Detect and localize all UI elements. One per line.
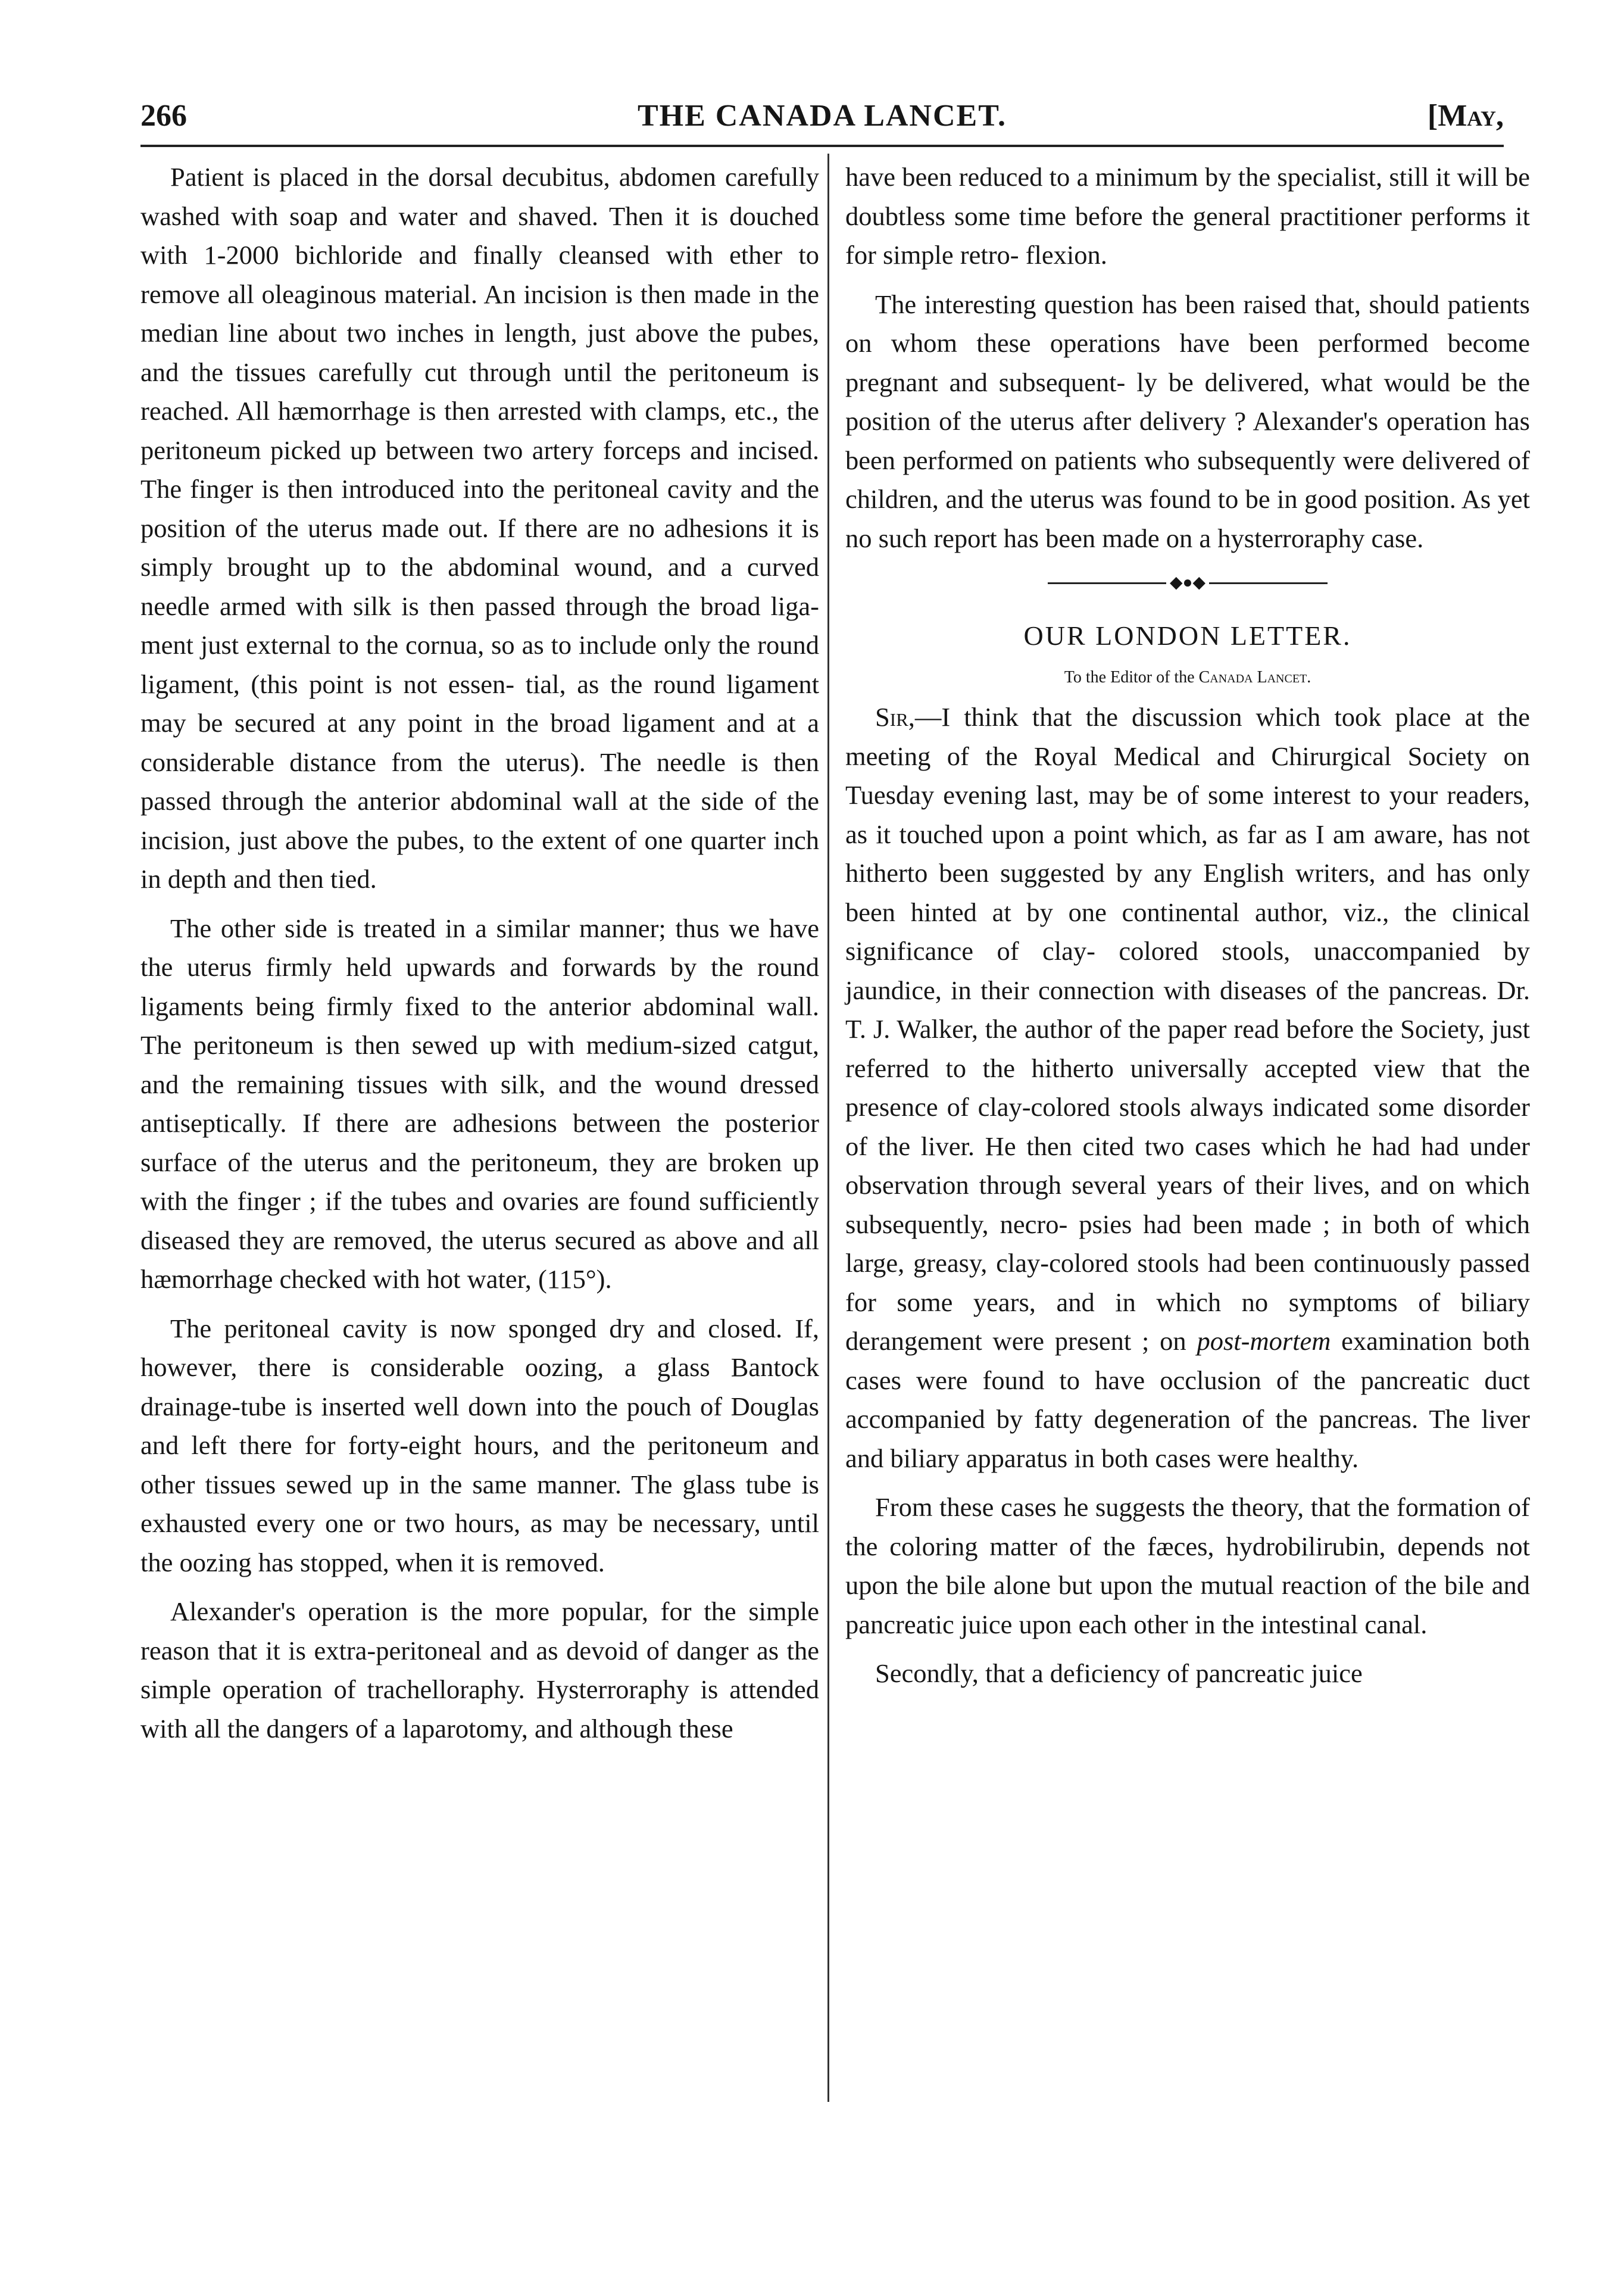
paragraph: The other side is treated in a similar manner; thus we have the uterus firmly held upwards and forwards by the round ligaments being firmly fixed to the anterior abdominal wall. The peritoneum is then sewed up with medium-sized catgut, and the remaining tissues with silk, and the wound dressed antiseptically. If there are adhesions between the posterior surface of the uterus and the peritoneum, they are broken up with the finger ; if the tubes and ovaries are found sufficiently diseased they are removed, the uterus secured as above and all hæmorrhage checked with hot water, (115°).: [140, 913, 819, 1294]
byline-prefix: To the Editor of the: [1064, 668, 1199, 687]
ornament-glyph: ◆●◆: [1166, 573, 1209, 592]
letter-paragraph: [845, 698, 1530, 1478]
paragraph: Patient is placed in the dorsal decubitus, abdomen carefully washed with soap and water and shaved. Then it is douched with 1-2000 bichloride and finally cleansed with ether to remove all oleaginous material. An incision is then made in the median line about two inches in length, just above the pubes, and the tissues carefully cut through until the peritoneum is reached. All hæmorrhage is then arrested with clamps, etc., the peritoneum picked up between two artery forceps and incised. The finger is then introduced into the peritoneal cavity and the position of the uterus made out. If there are no adhesions it is simply brought up to the abdominal wound, and a curved needle armed with silk is then passed through the broad liga- ment just external to the cornua, so as to include only the round ligament, (this point is not essen- tial, as the round ligament may be secured at any point in the broad ligament and at a considerable distance from the uterus). The needle is then passed through the anterior abdominal wall at the side of the incision, just above the pubes, to the extent of one quarter inch in depth and then tied.: [140, 162, 819, 894]
paragraph: Alexander's operation is the more popular, for the simple reason that it is extra-peritoneal and as devoid of danger as the simple operation of trachelloraphy. Hysterroraphy is attended with all the dangers of a laparotomy, and although these: [140, 1596, 819, 1743]
byline: [845, 666, 1530, 690]
byline-suffix: .: [1307, 668, 1311, 687]
paragraph: have been reduced to a minimum by the specialist, still it will be doubtless some time before the general practitioner performs it for simple retro- flexion.: [845, 162, 1530, 270]
paragraph: From these cases he suggests the theory, that the formation of the coloring matter of the fæces, hydrobilirubin, depends not upon the bile alone but upon the mutual reaction of the bile and pancreatic juice upon each other in the intestinal canal.: [845, 1492, 1530, 1639]
byline-journal: Canada Lancet: [1198, 668, 1307, 687]
italic-term: post-mortem: [1197, 1326, 1331, 1356]
issue-month: [May,: [1427, 99, 1504, 133]
paragraph-tail: examination both cases were found to have occlusion of the pancreatic duct accompanied by fatty degeneration of the pancreas. The liver and biliary apparatus in both cases were healthy.: [845, 1326, 1531, 1473]
salutation: Sir,: [875, 702, 915, 732]
section-ornament: [1048, 571, 1328, 595]
page-number: 266: [140, 99, 187, 133]
left-column: [140, 158, 819, 1748]
section-heading: OUR LONDON LETTER.: [1023, 620, 1352, 651]
journal-title: THE CANADA LANCET.: [637, 99, 1007, 133]
right-column: [845, 158, 1530, 1693]
paragraph-body: —I think that the discussion which took place at the meeting of the Royal Medical and Chirurgical Society on Tuesday evening last, may be of some interest to your readers, as it touched upon a point which, as far as I am aware, has not hitherto been suggested by any English writers, and has only been hinted at by one continental author, viz., the clinical significance of clay- colored stools, unaccompanied by jaundice, in their connection with diseases of the pancreas. Dr. T. J. Walker, the author of the paper read before the Society, just referred to the hitherto universally accepted view that the presence of clay-colored stools always indicated some disorder of the liver. He then cited two cases which he had had under observation through several years of their lives, and on which subsequently, necro- psies had been made ; in both of which large, greasy, clay-colored stools had been continuously passed for some years, and in which no symptoms of biliary derangement were present ; on: [845, 702, 1530, 1356]
paragraph: Secondly, that a deficiency of pancreatic juice: [875, 1658, 1363, 1688]
header-rule: [140, 145, 1504, 147]
paragraph: The peritoneal cavity is now sponged dry and closed. If, however, there is considerable oozing, a glass Bantock drainage-tube is inserted well down into the pouch of Douglas and left there for forty-eight hours, and the peritoneum and other tissues sewed up in the same manner. The glass tube is exhausted every one or two hours, as may be necessary, until the oozing has stopped, when it is removed.: [140, 1313, 819, 1577]
column-divider: [827, 154, 829, 2102]
paragraph: The interesting question has been raised that, should patients on whom these operations have been performed become pregnant and subsequent- ly be delivered, what would be the position of the uterus after delivery ? Alexander's operation has been performed on patients who subsequently were delivered of children, and the uterus was found to be in good position. As yet no such report has been made on a hysterroraphy case.: [845, 289, 1530, 553]
running-header: [140, 98, 1504, 140]
